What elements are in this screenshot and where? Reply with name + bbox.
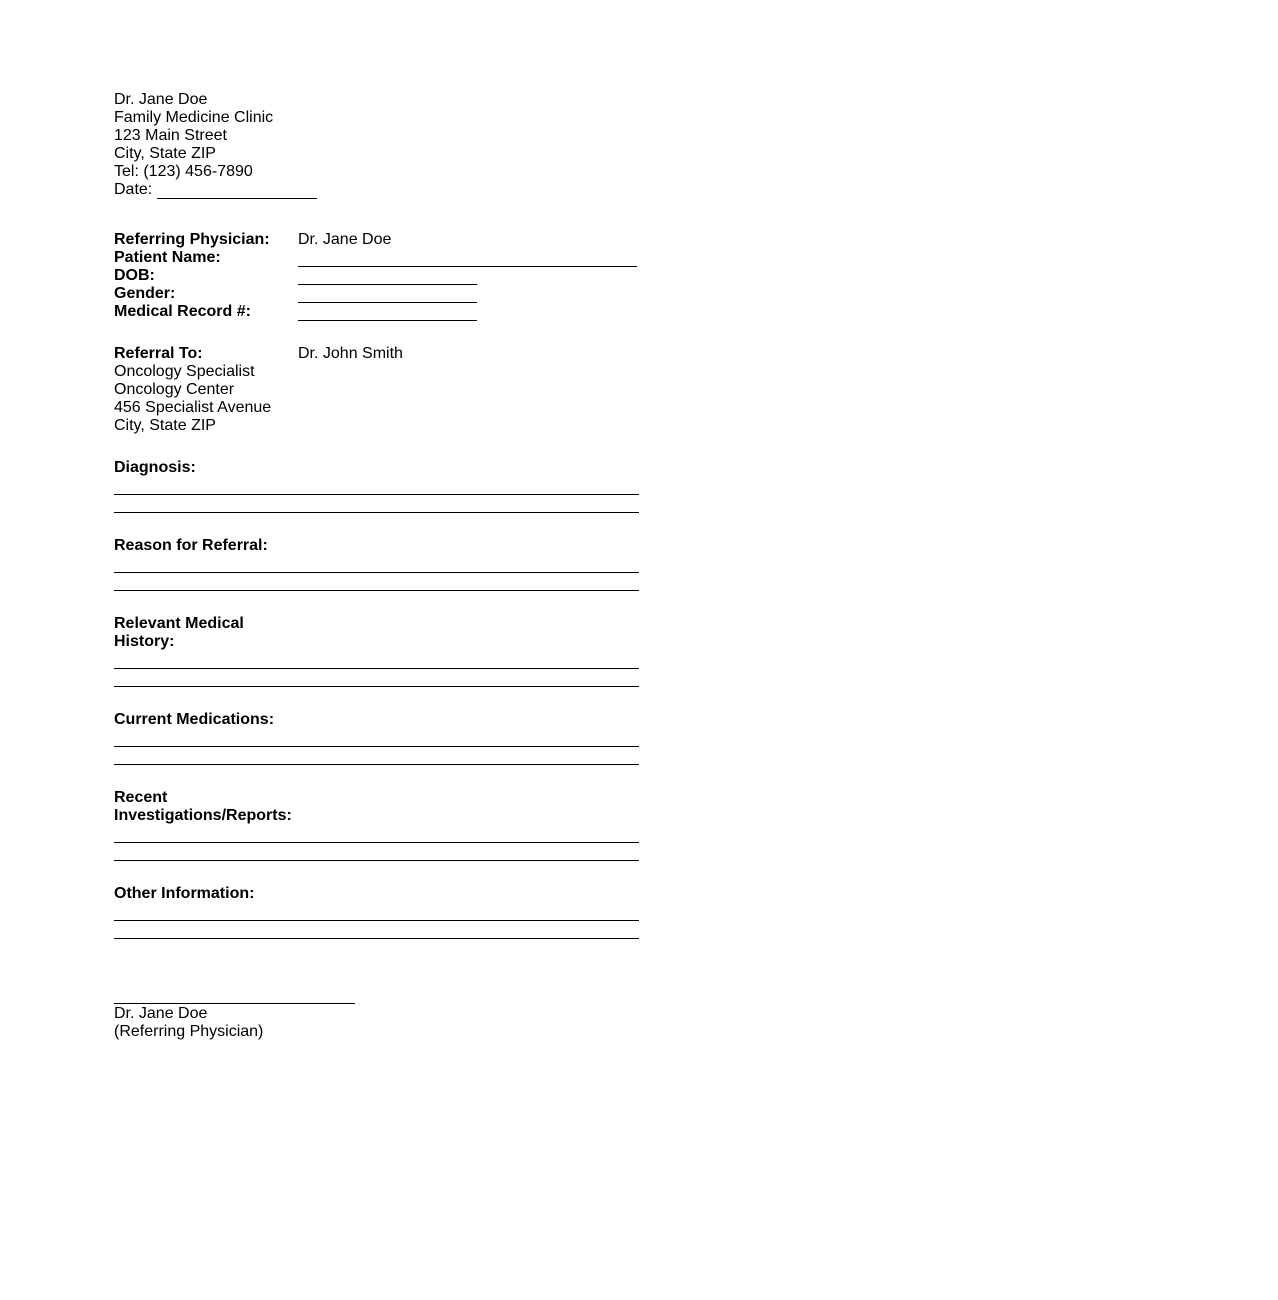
signature-line[interactable] <box>114 1003 355 1004</box>
reason-line-1[interactable] <box>114 572 639 573</box>
date-field[interactable] <box>157 198 317 199</box>
sender-block <box>114 91 273 199</box>
investigations-line-2[interactable] <box>114 860 639 861</box>
referral-to-label: Referral To: <box>114 345 203 362</box>
sender-city: City, State ZIP <box>114 145 216 162</box>
medications-heading: Current Medications: <box>114 711 275 728</box>
history-heading <box>114 615 244 651</box>
dob-label: DOB: <box>114 267 155 284</box>
diagnosis-line-2[interactable] <box>114 512 639 513</box>
medical-record-label: Medical Record #: <box>114 303 251 320</box>
referral-city: City, State ZIP <box>114 417 216 434</box>
signature-role: (Referring Physician) <box>114 1023 264 1040</box>
investigations-heading-line-1: Recent <box>114 789 168 806</box>
history-line-2[interactable] <box>114 686 639 687</box>
reason-line-2[interactable] <box>114 590 639 591</box>
signature-block <box>114 1005 263 1041</box>
patient-name-field[interactable] <box>298 266 637 267</box>
other-line-1[interactable] <box>114 920 639 921</box>
diagnosis-line-1[interactable] <box>114 494 639 495</box>
gender-field[interactable] <box>298 302 477 303</box>
referral-specialty: Oncology Specialist <box>114 363 255 380</box>
history-heading-line-2: History: <box>114 633 175 650</box>
referral-to-name: Dr. John Smith <box>298 345 403 362</box>
date-row <box>114 181 273 199</box>
dob-field[interactable] <box>298 284 477 285</box>
signature-name: Dr. Jane Doe <box>114 1005 208 1022</box>
referral-street: 456 Specialist Avenue <box>114 399 272 416</box>
diagnosis-heading: Diagnosis: <box>114 459 196 476</box>
investigations-heading <box>114 789 292 825</box>
medical-record-field[interactable] <box>298 320 477 321</box>
date-label: Date: <box>114 181 153 198</box>
history-heading-line-1: Relevant Medical <box>114 615 244 632</box>
referral-center: Oncology Center <box>114 381 235 398</box>
investigations-line-1[interactable] <box>114 842 639 843</box>
referring-physician-value: Dr. Jane Doe <box>298 231 392 248</box>
sender-street: 123 Main Street <box>114 127 227 144</box>
reason-heading: Reason for Referral: <box>114 537 268 554</box>
patient-name-label: Patient Name: <box>114 249 221 266</box>
referral-to-block <box>114 345 271 435</box>
patient-info-labels <box>114 231 270 321</box>
gender-label: Gender: <box>114 285 176 302</box>
other-heading: Other Information: <box>114 885 255 902</box>
referring-physician-label: Referring Physician: <box>114 231 270 248</box>
medications-line-2[interactable] <box>114 764 639 765</box>
sender-clinic: Family Medicine Clinic <box>114 109 274 126</box>
history-line-1[interactable] <box>114 668 639 669</box>
medications-line-1[interactable] <box>114 746 639 747</box>
investigations-heading-line-2: Investigations/Reports: <box>114 807 292 824</box>
sender-phone: Tel: (123) 456-7890 <box>114 163 253 180</box>
sender-name: Dr. Jane Doe <box>114 91 208 108</box>
other-line-2[interactable] <box>114 938 639 939</box>
